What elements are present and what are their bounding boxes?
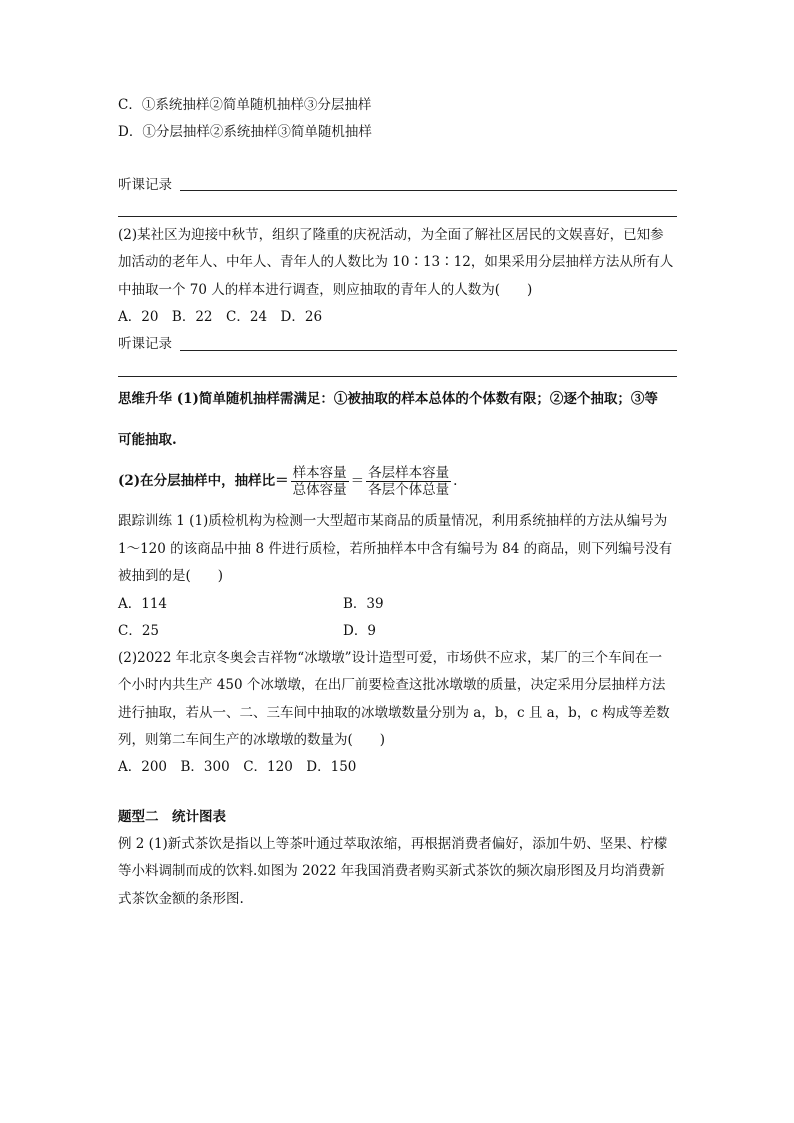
track1-option-a: A．114 — [118, 596, 168, 612]
notes-line-4 — [118, 376, 677, 377]
track1-line-3: 被抽到的是( ) — [118, 568, 224, 584]
q2-line-1: (2)某社区为迎接中秋节，组织了隆重的庆祝活动，为全面了解社区居民的文娱喜好，已知参 — [118, 227, 664, 243]
fraction-end: . — [453, 473, 458, 489]
track1-option-d: D．9 — [343, 623, 376, 639]
track2-line-1: (2)2022 年北京冬奥会吉祥物“冰墩墩”设计造型可爱，市场供不应求，某厂的三个车间在一 — [118, 650, 663, 666]
fraction-2-numerator: 各层样本容量 — [368, 465, 450, 481]
fraction-1-denominator: 总体容量 — [292, 482, 347, 498]
summary-line-2: 可能抽取. — [118, 432, 177, 448]
track1-option-b: B．39 — [343, 596, 384, 612]
option-d: D．①分层抽样②系统抽样③简单随机抽样 — [118, 124, 372, 140]
track2-line-2: 个小时内共生产 450 个冰墩墩，在出厂前要检查这批冰墩墩的质量，决定采用分层抽样方法 — [118, 677, 666, 693]
fraction-2 — [366, 465, 451, 498]
summary-title: 思维升华 — [118, 391, 172, 407]
notes-line-3 — [180, 350, 677, 351]
summary-line-3 — [118, 463, 457, 499]
summary-text-1: (1)简单随机抽样需满足：①被抽取的样本总体的个体数有限；②逐个抽取；③等 — [172, 391, 658, 407]
example2-line-3: 式茶饮金额的条形图. — [118, 891, 244, 907]
track1-line-1: 跟踪训练 1 (1)质检机构为检测一大型超市某商品的质量情况，利用系统抽样的方法从编号为 — [118, 513, 668, 529]
track2-options: A．200 B．300 C．120 D．150 — [118, 759, 357, 775]
notes-label-2: 听课记录 — [118, 336, 172, 352]
track2-line-3: 进行抽取，若从一、二、三车间中抽取的冰墩墩数量分别为 a，b，c 且 a，b，c 构成等差数 — [118, 705, 670, 721]
fraction-1-numerator: 样本容量 — [292, 465, 347, 481]
q2-line-2: 加活动的老年人、中年人、青年人的人数比为 10∶13∶12，如果采用分层抽样方法从所有人 — [118, 254, 674, 270]
q2-line-3: 中抽取一个 70 人的样本进行调查，则应抽取的青年人的人数为( ) — [118, 282, 533, 298]
example2-line-2: 等小料调制而成的饮料.如图为 2022 年我国消费者购买新式茶饮的频次扇形图及月均消费新 — [118, 863, 665, 879]
notes-label-1: 听课记录 — [118, 177, 172, 193]
notes-line-1 — [180, 190, 677, 191]
option-c: C．①系统抽样②简单随机抽样③分层抽样 — [118, 97, 372, 113]
track1-line-2: 1～120 的该商品中抽 8 件进行质检，若所抽样本中含有编号为 84 的商品，则下列编号没有 — [118, 541, 673, 557]
track2-line-4: 列，则第二车间生产的冰墩墩的数量为( ) — [118, 732, 386, 748]
notes-line-2 — [118, 216, 677, 217]
track1-option-c: C．25 — [118, 623, 160, 639]
summary-line-1 — [118, 390, 658, 408]
q2-options: A．20 B．22 C．24 D．26 — [118, 309, 323, 325]
fraction-2-denominator: 各层个体总量 — [368, 482, 450, 498]
summary-text-3: (2)在分层抽样中，抽样比＝ — [118, 473, 289, 489]
equals-sign: ＝ — [350, 473, 365, 489]
fraction-1 — [291, 465, 349, 498]
section-title: 题型二 统计图表 — [118, 809, 226, 825]
example2-line-1: 例 2 (1)新式茶饮是指以上等茶叶通过萃取浓缩，再根据消费者偏好，添加牛奶、坚果、柠檬 — [118, 836, 668, 852]
